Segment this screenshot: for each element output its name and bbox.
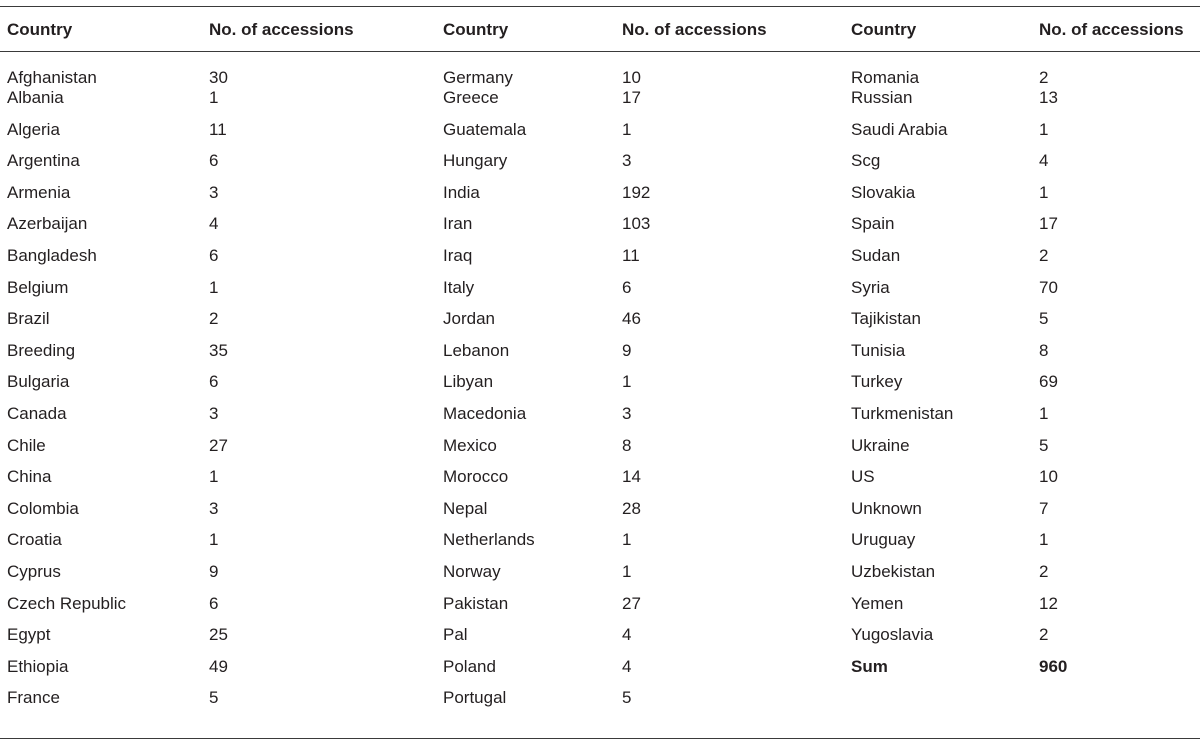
country-cell: France [7,688,60,708]
country-cell: Argentina [7,151,80,171]
table-row [0,436,1200,468]
accessions-cell: 5 [622,688,632,708]
country-cell: Lebanon [443,340,510,360]
country-cell: Turkey [851,372,903,392]
table-row [0,309,1200,341]
table-row [0,183,1200,215]
country-cell: Sum [851,656,888,676]
country-cell: Armenia [7,182,71,202]
country-cell: Tunisia [851,340,906,360]
country-cell: India [443,182,480,202]
column-header-country: Country [7,20,73,39]
accessions-cell: 1 [1039,530,1049,550]
column-header-accessions: No. of accessions [622,20,767,39]
column-header-accessions: No. of accessions [209,20,354,39]
country-cell: US [851,467,875,487]
country-cell: Greece [443,88,499,107]
accessions-cell: 3 [209,498,219,518]
table-row [0,151,1200,183]
table-row [0,467,1200,499]
accessions-cell: 9 [622,340,632,360]
country-cell: Nepal [443,498,488,518]
table-row [0,341,1200,373]
accessions-cell: 1 [209,88,219,107]
country-cell: Azerbaijan [7,214,88,234]
country-cell: Bangladesh [7,245,97,265]
accessions-cell: 2 [1039,245,1049,265]
accessions-cell: 2 [1039,68,1049,87]
accessions-cell: 6 [209,151,219,171]
country-cell: Algeria [7,119,60,139]
accessions-cell: 1 [622,119,632,139]
country-cell: Libyan [443,372,494,392]
country-cell: Russian [851,88,913,107]
table-row [0,688,1200,720]
accessions-cell: 4 [209,214,219,234]
accessions-cell: 11 [209,119,227,139]
country-cell: Unknown [851,498,922,518]
table-row [0,625,1200,657]
accessions-cell: 10 [1039,467,1058,487]
accessions-cell: 3 [209,403,219,423]
accessions-cell: 14 [622,467,641,487]
accessions-cell: 6 [209,372,219,392]
accessions-cell: 70 [1039,277,1058,297]
country-cell: Brazil [7,309,50,329]
table-body [0,51,1200,720]
accessions-cell: 27 [622,593,641,613]
accessions-cell: 3 [622,403,632,423]
accessions-cell: 6 [622,277,632,297]
accessions-cell: 5 [209,688,219,708]
accessions-cell: 8 [622,435,632,455]
column-header-country: Country [443,20,509,39]
country-cell: Colombia [7,498,79,518]
country-cell: Tajikistan [851,309,921,329]
table-row [0,51,1200,88]
accessions-cell: 17 [622,88,641,107]
country-cell: Iran [443,214,473,234]
accessions-cell: 1 [622,530,632,550]
country-cell: Sudan [851,245,901,265]
accessions-cell: 49 [209,656,228,676]
accessions-cell: 1 [209,530,219,550]
table-row [0,530,1200,562]
accessions-cell: 8 [1039,340,1049,360]
country-cell: Jordan [443,309,495,329]
accessions-cell: 2 [209,309,219,329]
table-row [0,214,1200,246]
country-cell: Uruguay [851,530,916,550]
country-cell: Afghanistan [7,68,97,87]
country-cell: Chile [7,435,46,455]
accessions-cell: 6 [209,245,219,265]
accessions-cell: 4 [622,625,632,645]
table-row [0,278,1200,310]
country-cell: Canada [7,403,67,423]
table-row [0,499,1200,531]
country-cell [844,688,1032,720]
table-row [0,246,1200,278]
accessions-cell: 2 [1039,561,1049,581]
accessions-cell [1032,688,1200,720]
country-cell: Spain [851,214,895,234]
country-cell: Iraq [443,245,473,265]
country-cell: Breeding [7,340,76,360]
country-cell: Scg [851,151,881,171]
country-cell: Turkmenistan [851,403,954,423]
accessions-cell: 11 [622,245,640,265]
accessions-cell: 1 [622,561,632,581]
accessions-cell: 192 [622,182,651,202]
country-cell: Uzbekistan [851,561,936,581]
country-cell: Cyprus [7,561,61,581]
country-cell: Netherlands [443,530,535,550]
accessions-cell: 1 [1039,403,1049,423]
country-cell: Italy [443,277,475,297]
country-cell: Egypt [7,625,51,645]
accessions-cell: 3 [209,182,219,202]
accessions-cell: 2 [1039,625,1049,645]
table-bottom-rule [0,738,1200,739]
country-cell: Pal [443,625,468,645]
country-cell: Guatemala [443,119,527,139]
accessions-cell: 1 [622,372,632,392]
column-header-accessions: No. of accessions [1039,20,1184,39]
accessions-cell: 28 [622,498,641,518]
table-row [0,562,1200,594]
country-cell: Belgium [7,277,69,297]
country-cell: Yugoslavia [851,625,934,645]
table-row [0,404,1200,436]
country-cell: Germany [443,68,513,87]
accessions-cell: 5 [1039,435,1049,455]
accessions-cell: 25 [209,625,228,645]
country-cell: Bulgaria [7,372,70,392]
country-cell: Saudi Arabia [851,119,948,139]
table-header [0,0,1200,51]
table-row [0,88,1200,120]
column-header-country: Country [851,20,917,39]
accessions-cell: 35 [209,340,228,360]
country-cell: Mexico [443,435,497,455]
country-cell: Ukraine [851,435,910,455]
table-row [0,657,1200,689]
accessions-cell: 3 [622,151,632,171]
country-cell: Czech Republic [7,593,127,613]
country-cell: Albania [7,88,64,107]
accessions-cell: 30 [209,68,228,87]
country-cell: Pakistan [443,593,509,613]
country-cell: Norway [443,561,501,581]
header-row [0,0,1200,51]
country-cell: China [7,467,52,487]
accessions-cell: 103 [622,214,651,234]
accessions-cell: 4 [1039,151,1049,171]
accessions-cell: 1 [209,277,219,297]
country-cell: Croatia [7,530,62,550]
country-cell: Syria [851,277,890,297]
table-row [0,372,1200,404]
country-cell: Romania [851,68,920,87]
accessions-cell: 6 [209,593,219,613]
accessions-cell: 1 [1039,182,1049,202]
country-cell: Ethiopia [7,656,69,676]
country-cell: Portugal [443,688,507,708]
accessions-cell: 960 [1039,656,1068,676]
accessions-cell: 9 [209,561,219,581]
country-cell: Yemen [851,593,904,613]
accessions-cell: 4 [622,656,632,676]
country-cell: Morocco [443,467,509,487]
accessions-cell: 17 [1039,214,1058,234]
accessions-cell: 7 [1039,498,1049,518]
accessions-cell: 12 [1039,593,1058,613]
country-cell: Macedonia [443,403,527,423]
accessions-cell: 46 [622,309,641,329]
accessions-cell: 5 [1039,309,1049,329]
accessions-cell: 1 [1039,119,1049,139]
country-cell: Poland [443,656,496,676]
accessions-cell: 69 [1039,372,1058,392]
table-row [0,120,1200,152]
accessions-cell: 1 [209,467,219,487]
country-cell: Slovakia [851,182,916,202]
accessions-cell: 10 [622,68,641,87]
table-row [0,594,1200,626]
accessions-cell: 13 [1039,88,1058,107]
country-cell: Hungary [443,151,508,171]
accessions-cell: 27 [209,435,228,455]
